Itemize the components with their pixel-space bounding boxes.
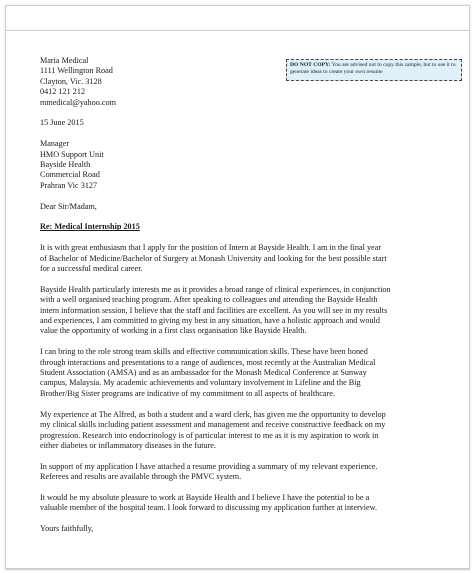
body-line: I can bring to the role strong team skills and effective communication skills. These have been honed — [40, 347, 368, 357]
letter-date: 15 June 2015 — [40, 118, 84, 128]
recipient-line: Prahran Vic 3127 — [40, 180, 98, 190]
footer-rule — [6, 568, 469, 569]
paragraph-interest — [40, 285, 450, 337]
body-line: Referees and results are available through the PMVC system. — [40, 472, 242, 482]
letter-page — [5, 5, 470, 570]
paragraph-intro — [40, 243, 450, 274]
body-line: valuable member of the hospital team. I look forward to discussing my application further at interview. — [40, 503, 378, 513]
recipient-line: Manager — [40, 139, 70, 149]
notice-label: DO NOT COPY: — [290, 62, 331, 68]
recipient-line: Bayside Health — [40, 160, 91, 170]
paragraph-skills — [40, 347, 450, 399]
paragraph-closing — [40, 493, 450, 514]
body-line: either diabetes or inflammatory diseases in the future. — [40, 440, 216, 450]
subject-line: Re: Medical Internship 2015 — [40, 222, 140, 232]
body-line: campus, Malaysia. My academic achievements and voluntary involvement in Lifeline and the Big — [40, 378, 361, 388]
body-line: with a well organised teaching program. After speaking to colleagues and attending the Bayside Health — [40, 295, 378, 305]
sender-address — [40, 56, 450, 108]
body-line: progression. Research into endocrinology is of particular interest to me as it is my aspiration to work in — [40, 430, 379, 440]
body-line: Brother/Big Sister programs are indicative of my commitment to all aspects of healthcare. — [40, 388, 335, 398]
header-rule — [6, 30, 469, 31]
body-line: of Bachelor of Medicine/Bachelor of Surgery at Monash University and looking for the best possible start — [40, 253, 387, 263]
recipient-line: HMO Support Unit — [40, 149, 104, 159]
sender-line: Maria Medical — [40, 56, 89, 65]
body-line: In support of my application I have attached a resume providing a summary of my relevant experience. — [40, 461, 378, 471]
recipient-address — [40, 139, 450, 191]
letter-body — [40, 56, 450, 535]
recipient-line: Commercial Road — [40, 170, 100, 180]
closing: Yours faithfully, — [40, 524, 94, 534]
body-line: It would be my absolute pleasure to work at Bayside Health and I believe I have the potential to be a — [40, 492, 370, 502]
salutation: Dear Sir/Madam, — [40, 201, 97, 211]
sender-line: Clayton, Vic. 3128 — [40, 76, 102, 86]
body-line: value the opportunity of working in a first class organisation like Bayside Health. — [40, 326, 307, 336]
notice-text: You are advised not to copy this sample, but to use it to generate ideas to create your own resume — [290, 62, 456, 75]
sender-line: 1111 Wellington Road — [40, 66, 113, 76]
paragraph-experience — [40, 410, 450, 452]
body-line: Bayside Health particularly interests me as it provides a broad range of clinical experiences, in conjunction — [40, 284, 391, 294]
paragraph-support — [40, 462, 450, 483]
sender-line: 0412 121 212 — [40, 87, 86, 97]
body-line: It is with great enthusiasm that I apply for the position of Intern at Bayside Health. I am in the final year — [40, 243, 382, 253]
body-line: Student Association (AMSA) and as an ambassador for the Monash Medical Conference at Sunway — [40, 368, 367, 378]
body-line: my clinical skills including patient assessment and management and receive constructive feedback on my — [40, 420, 386, 430]
body-line: My experience at The Alfred, as both a student and a ward clerk, has given me the opportunity to develop — [40, 409, 386, 419]
body-line: and experiences, I am committed to giving my best in any situation, have a holistic approach and would — [40, 316, 380, 326]
body-line: through interactions and presentations to a range of audiences, most recently at the Australian Medical — [40, 357, 376, 367]
sender-line: mmedical@yahoo.com — [40, 97, 116, 107]
body-line: for a successful medical career. — [40, 264, 143, 274]
body-line: intern information session, I believe that the staff and facilities are excellent. As you will see in my results — [40, 305, 388, 315]
